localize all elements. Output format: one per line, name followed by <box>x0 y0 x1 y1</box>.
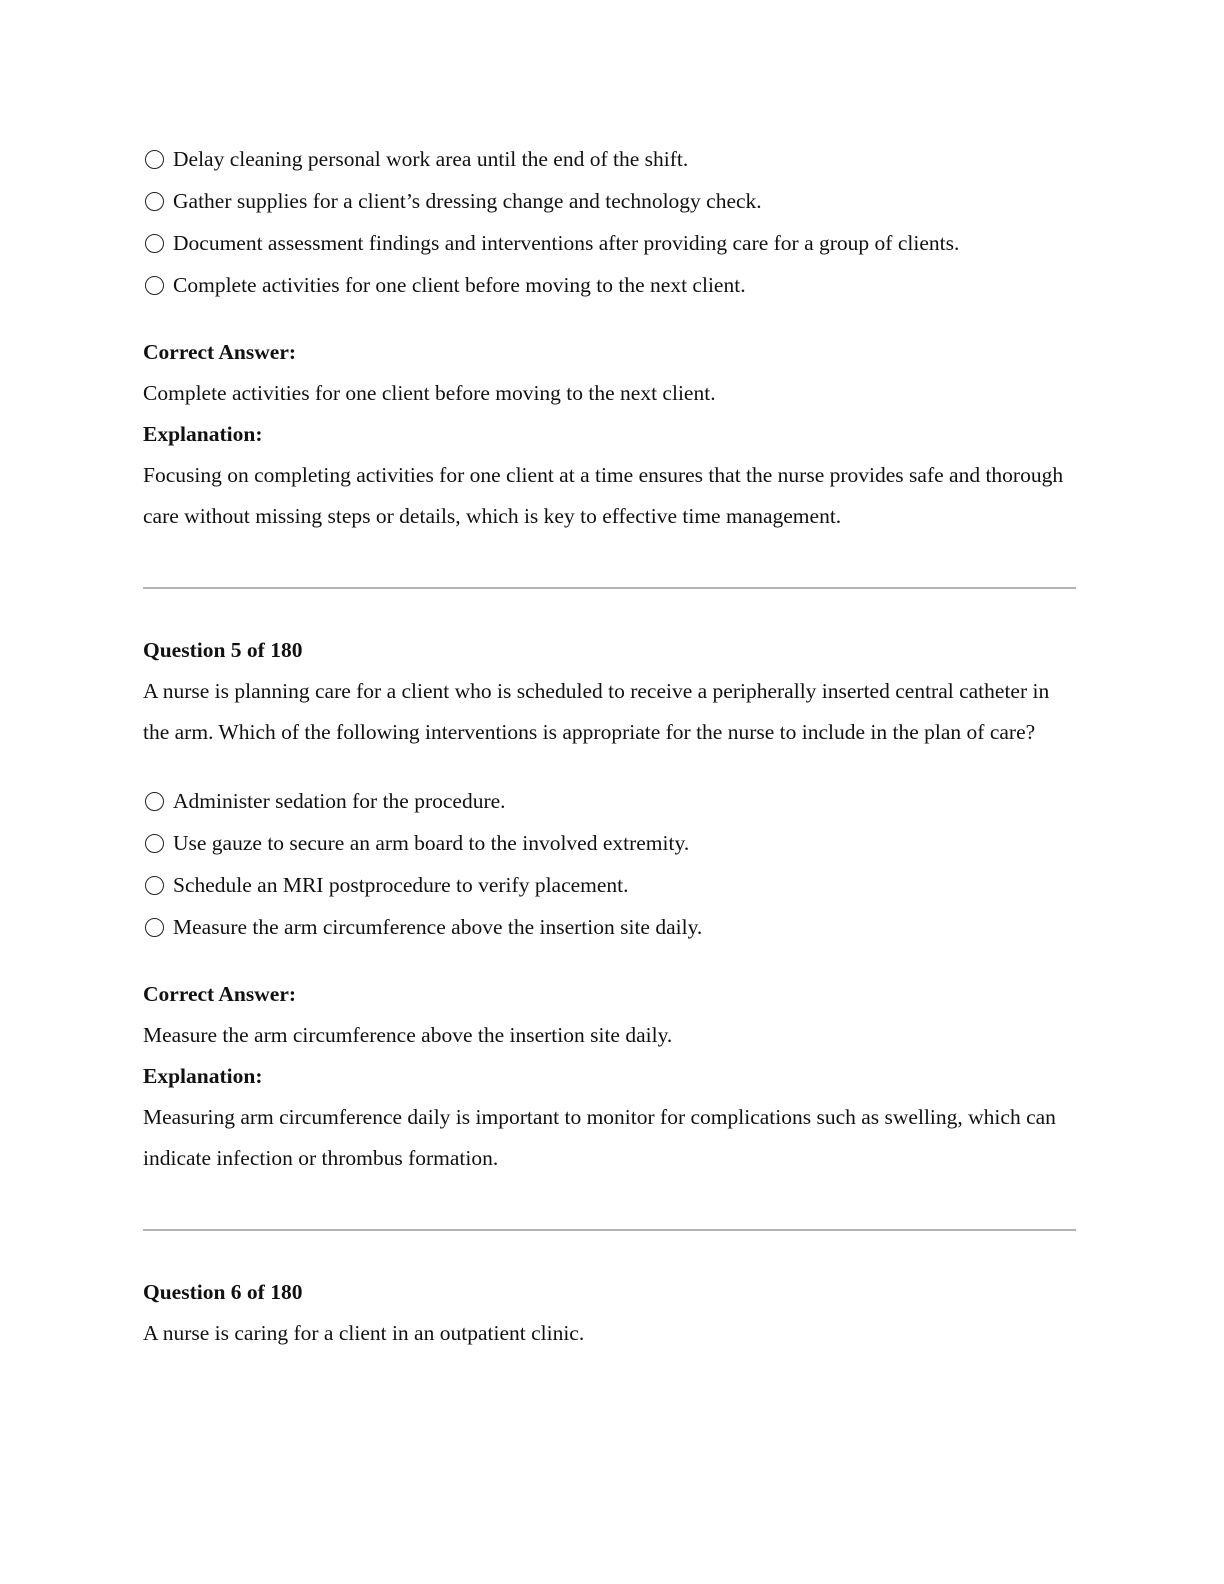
radio-circle-icon[interactable] <box>145 792 164 811</box>
q4-option-2[interactable] <box>143 180 1078 222</box>
correct-answer-label: Correct Answer: <box>143 982 297 1006</box>
question-heading: Question 5 of 180 <box>143 638 303 662</box>
radio-circle-icon[interactable] <box>145 918 164 937</box>
option-text: Administer sedation for the procedure. <box>173 789 506 813</box>
q4-option-1[interactable] <box>143 138 1078 180</box>
radio-circle-icon[interactable] <box>145 834 164 853</box>
q4-options <box>143 138 1078 306</box>
question-stem: A nurse is caring for a client in an outpatient clinic. <box>143 1321 585 1345</box>
question-stem: A nurse is planning care for a client who is scheduled to receive a peripherally inserted central catheter in the arm. Which of the following interventions is appropriate for the nurse to include in the plan of care? <box>143 679 1050 744</box>
radio-circle-icon[interactable] <box>145 876 164 895</box>
option-text: Schedule an MRI postprocedure to verify placement. <box>173 873 629 897</box>
explanation-label: Explanation: <box>143 1064 263 1088</box>
q5-option-3[interactable] <box>143 864 1078 906</box>
q5-option-2[interactable] <box>143 822 1078 864</box>
radio-circle-icon[interactable] <box>145 276 164 295</box>
radio-circle-icon[interactable] <box>145 234 164 253</box>
q4-option-3[interactable] <box>143 222 1078 264</box>
question-heading: Question 6 of 180 <box>143 1280 303 1304</box>
document-page <box>143 138 1078 1354</box>
q5-options <box>143 780 1078 948</box>
radio-circle-icon[interactable] <box>145 150 164 169</box>
explanation-label: Explanation: <box>143 422 263 446</box>
option-text: Gather supplies for a client’s dressing change and technology check. <box>173 189 762 213</box>
explanation-text: Measuring arm circumference daily is important to monitor for complications such as swelling, which can indicate infection or thrombus formation. <box>143 1105 1056 1170</box>
option-text: Use gauze to secure an arm board to the involved extremity. <box>173 831 690 855</box>
option-text: Measure the arm circumference above the insertion site daily. <box>173 915 703 939</box>
option-text: Delay cleaning personal work area until the end of the shift. <box>173 147 689 171</box>
radio-circle-icon[interactable] <box>145 192 164 211</box>
option-text: Complete activities for one client before moving to the next client. <box>173 273 746 297</box>
correct-answer-label: Correct Answer: <box>143 340 297 364</box>
q5-option-4[interactable] <box>143 906 1078 948</box>
correct-answer-text: Complete activities for one client before moving to the next client. <box>143 381 716 405</box>
explanation-text: Focusing on completing activities for one client at a time ensures that the nurse provides safe and thorough care without missing steps or details, which is key to effective time management. <box>143 463 1064 528</box>
q4-option-4[interactable] <box>143 264 1078 306</box>
option-text: Document assessment findings and interventions after providing care for a group of clients. <box>173 231 960 255</box>
q5-option-1[interactable] <box>143 780 1078 822</box>
correct-answer-text: Measure the arm circumference above the insertion site daily. <box>143 1023 673 1047</box>
